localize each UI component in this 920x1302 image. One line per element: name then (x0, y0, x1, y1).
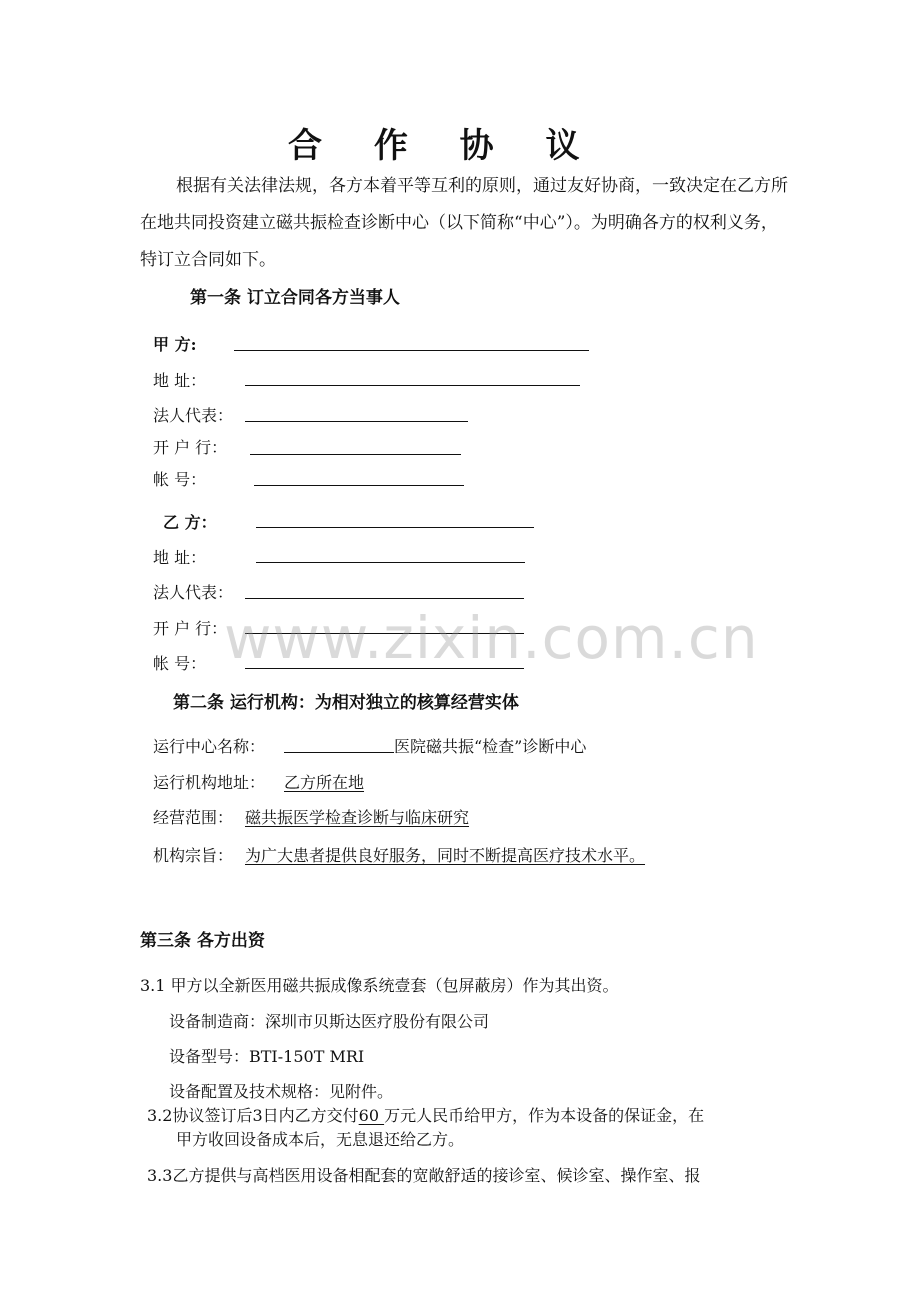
center-name-blank (284, 752, 394, 753)
clause-3-2-suffix: 万元人民币给甲方，作为本设备的保证金，在 (384, 1106, 705, 1125)
party-a-name-blank (234, 350, 589, 351)
clause-3-2-line1 (147, 1103, 704, 1126)
clause-3-3: 3.3乙方提供与高档医用设备相配套的宽敞舒适的接诊室、候诊室、操作室、报 (147, 1166, 701, 1185)
party-b-name-blank (256, 527, 534, 528)
clause-3-2-prefix: 3.2协议签订后3日内乙方交付 (147, 1106, 359, 1125)
party-a-address-label: 地 址： (153, 371, 207, 390)
party-a-bank-label: 开 户 行： (153, 438, 228, 457)
party-b-name-label: 乙 方： (163, 513, 217, 532)
intro-paragraph: 根据有关法律法规，各方本着平等互利的原则，通过友好协商，一致决定在乙方所在地共同投资建立磁共振检查诊断中心（以下简称“中心”）。为明确各方的权利义务，特订立合同如下。 (140, 176, 788, 270)
party-a-rep-label: 法人代表： (153, 406, 234, 425)
party-b-bank-label: 开 户 行： (153, 619, 228, 638)
article2-heading: 第二条 运行机构：为相对独立的核算经营实体 (173, 693, 519, 713)
center-name-label: 运行中心名称： (153, 737, 266, 756)
document-title: 合 作 协 议 (288, 126, 600, 166)
deposit-amount: 60 (358, 1106, 385, 1125)
clause-3-1: 3.1 甲方以全新医用磁共振成像系统壹套（包屏蔽房）作为其出资。 (140, 976, 619, 995)
article3-heading: 第三条 各方出资 (140, 931, 265, 951)
center-address-label: 运行机构地址： (153, 773, 266, 792)
clause-3-2-line2: 甲方收回设备成本后，无息退还给乙方。 (176, 1130, 465, 1149)
party-b-rep-blank (245, 598, 524, 599)
party-a-address-blank (245, 385, 580, 386)
party-a-bank-blank (250, 454, 461, 455)
party-b-address-blank (256, 562, 525, 563)
party-b-account-label: 帐 号： (153, 654, 207, 673)
party-b-address-label: 地 址： (153, 548, 207, 567)
party-a-name-label: 甲 方: (153, 335, 197, 354)
config-line: 设备配置及技术规格：见附件。 (169, 1082, 394, 1101)
party-a-rep-blank (245, 421, 468, 422)
manufacturer-line: 设备制造商：深圳市贝斯达医疗股份有限公司 (169, 1012, 490, 1031)
center-address-value: 乙方所在地 (284, 773, 365, 792)
purpose-label: 机构宗旨： (153, 846, 234, 865)
purpose-value: 为广大患者提供良好服务，同时不断提高医疗技术水平。 (245, 846, 646, 865)
party-a-account-blank (254, 485, 464, 486)
center-name-value: 医院磁共振“检查”诊断中心 (394, 737, 587, 756)
scope-label: 经营范围： (153, 808, 234, 827)
party-a-account-label: 帐 号： (153, 470, 207, 489)
scope-value: 磁共振医学检查诊断与临床研究 (245, 808, 470, 827)
article1-heading: 第一条 订立合同各方当事人 (190, 288, 400, 308)
party-b-rep-label: 法人代表： (153, 583, 234, 602)
model-line: 设备型号：BTI-150T MRI (169, 1047, 365, 1066)
watermark: www.zixin.com.cn (224, 604, 759, 672)
